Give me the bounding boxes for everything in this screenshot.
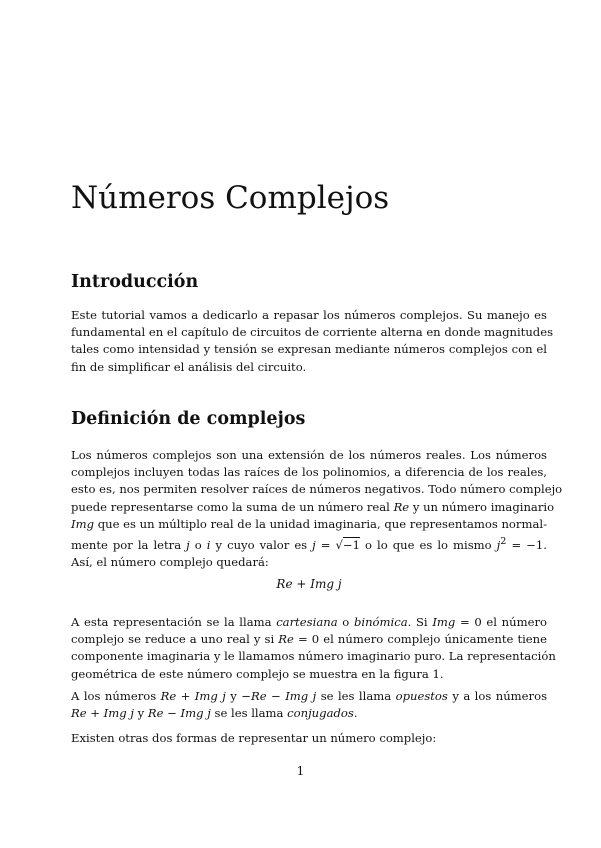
text-line: Así, el número complejo quedará: [71,555,269,570]
representation-paragraph [71,614,556,683]
text-line: Re + Img j y Re − Img j se les llama conjugados. [71,706,358,721]
page-number: 1 [296,764,305,778]
page-title: Números Complejos [71,180,390,216]
text-line: puede representarse como la suma de un número real Re y un número imaginario [71,499,555,514]
text-line: A esta representación se la llama cartesiana o binómica. Si Img = 0 el número [71,615,547,629]
section-heading-definicion: Definición de complejos [71,409,306,429]
text-line: A los números Re + Img j y −Re − Img j se les llama opuestos y a los números [71,689,548,703]
text-line: tales como intensidad y tensión se expresan mediante números complejos con el [71,342,547,357]
equation: Re + Img j [276,577,342,591]
definition-paragraph [71,447,563,571]
section-heading-introduccion: Introducción [71,272,199,292]
text-line: fin de simplificar el análisis del circuito. [71,359,307,374]
text-line: Este tutorial vamos a dedicarlo a repasar los números complejos. Su manejo es [71,308,547,322]
text-line: geométrica de este número complejo se muestra en la figura 1. [71,666,444,681]
intro-paragraph [71,307,554,376]
text-line: Los números complejos son una extensión de los números reales. Los números [71,448,547,462]
text-line: fundamental en el capítulo de circuitos de corriente alterna en donde magnitudes [71,325,554,340]
text-line: complejos incluyen todas las raíces de los polinomios, a diferencia de los reales, [71,465,547,480]
text-line: complejo se reduce a uno real y si Re = 0 el número complejo únicamente tiene [71,632,547,647]
text-line: Img que es un múltiplo real de la unidad imaginaria, que representamos normal- [71,516,547,531]
text-line: esto es, nos permiten resolver raíces de números negativos. Todo número complejo [71,482,563,497]
other-forms-paragraph [71,730,547,747]
text-line: Existen otras dos formas de representar un número complejo: [71,731,437,745]
opposites-paragraph [71,688,547,722]
text-line: mente por la letra j o i y cuyo valor es j = √−1 o lo que es lo mismo $j^2 = -1$. [71,536,547,552]
text-line: componente imaginaria y le llamamos número imaginario puro. La representación [71,649,556,664]
